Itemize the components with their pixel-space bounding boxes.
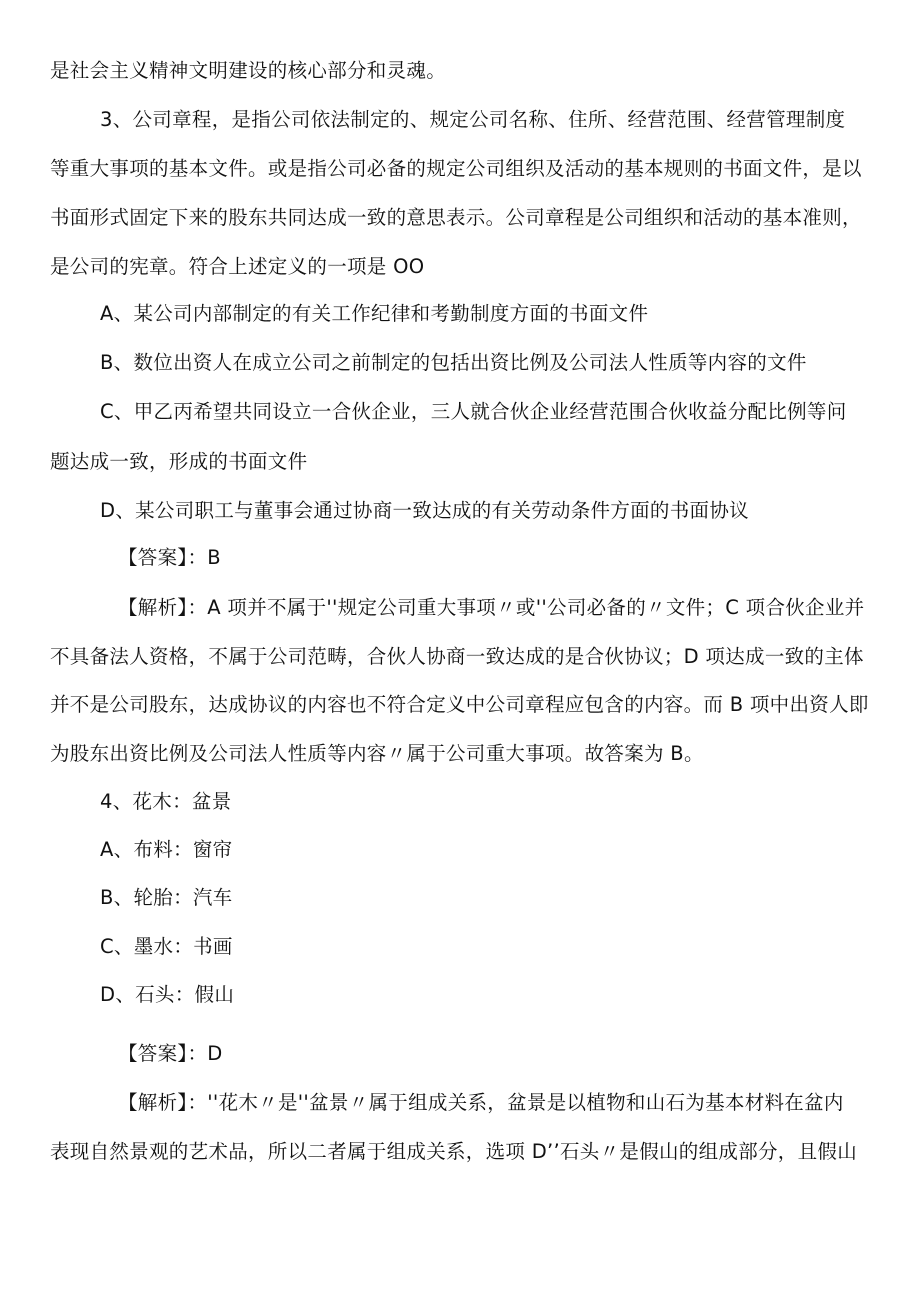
question-4-answer: 【答案】：D (118, 1042, 223, 1065)
question-3-line-4: 是公司的宪章。符合上述定义的一项是 OO (50, 255, 425, 278)
question-3-line-1: 3、公司章程，是指公司依法制定的、规定公司名称、住所、经营范围、经营管理制度 (100, 108, 846, 131)
question-3-option-c-line-1: C、甲乙丙希望共同设立一合伙企业，三人就合伙企业经营范围合伙收益分配比例等问 (100, 400, 847, 423)
question-3-analysis-line-2: 不具备法人资格，不属于公司范畴，合伙人协商一致达成的是合伙协议；D 项达成一致的主体 (50, 645, 864, 668)
question-3-line-2: 等重大事项的基本文件。或是指公司必备的规定公司组织及活动的基本规则的书面文件，是以 (50, 157, 862, 180)
question-4-title: 4、花木：盆景 (100, 790, 232, 813)
question-3-answer: 【答案】：B (118, 546, 221, 569)
question-4-option-c: C、墨水：书画 (100, 935, 233, 958)
question-4-analysis-line-2: 表现自然景观的艺术品，所以二者属于组成关系，选项 D’’石头〃是假山的组成部分，且假山 (50, 1140, 858, 1163)
question-3-option-a: A、某公司内部制定的有关工作纪律和考勤制度方面的书面文件 (100, 302, 649, 325)
question-4-option-a: A、布料：窗帘 (100, 838, 233, 861)
question-3-analysis-line-4: 为股东出资比例及公司法人性质等内容〃属于公司重大事项。故答案为 B。 (50, 742, 704, 765)
question-4-option-d: D、石头：假山 (100, 983, 235, 1006)
question-3-analysis-line-3: 并不是公司股东，达成协议的内容也不符合定义中公司章程应包含的内容。而 B 项中出资人即 (50, 693, 869, 716)
question-3-option-b: B、数位出资人在成立公司之前制定的包括出资比例及公司法人性质等内容的文件 (100, 351, 807, 374)
question-4-option-b: B、轮胎：汽车 (100, 886, 233, 909)
question-3-line-3: 书面形式固定下来的股东共同达成一致的意思表示。公司章程是公司组织和活动的基本准则， (50, 206, 862, 229)
question-3-analysis-line-1: 【解析】：A 项并不属于''规定公司重大事项〃或''公司必备的〃文件；C 项合伙企业并 (118, 596, 865, 619)
text-line-1: 是社会主义精神文明建设的核心部分和灵魂。 (50, 59, 447, 82)
question-3-option-d: D、某公司职工与董事会通过协商一致达成的有关劳动条件方面的书面协议 (100, 499, 749, 522)
question-4-analysis-line-1: 【解析】：''花木〃是''盆景〃属于组成关系，盆景是以植物和山石为基本材料在盆内 (118, 1091, 844, 1114)
question-3-option-c-line-2: 题达成一致，形成的书面文件 (50, 450, 308, 473)
